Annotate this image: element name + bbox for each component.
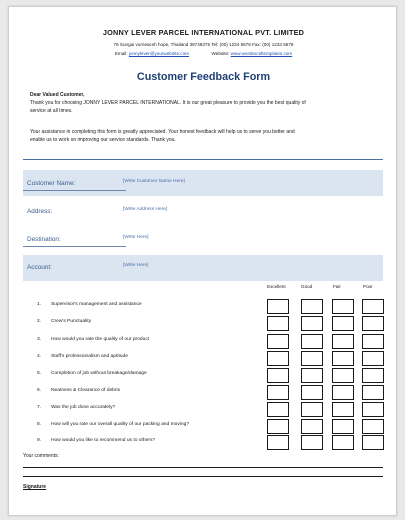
- rating-box-q6-poor[interactable]: [362, 385, 384, 400]
- assist-line-2: enable us to work on improving our service standards. Thank you.: [30, 137, 176, 143]
- customer-name-label: Customer Name:: [27, 180, 76, 187]
- form-title: Customer Feedback Form: [136, 71, 271, 83]
- address-label: Address:: [27, 208, 53, 215]
- section-divider: [23, 159, 383, 160]
- customer-name-underline: [23, 190, 126, 191]
- assist-line-1: Your assistance in completing this form is greatly appreciated. Your honest feedback will help us to serve you better and: [30, 129, 295, 135]
- address-field[interactable]: [Write Address Here]: [123, 207, 168, 212]
- rating-box-q6-good[interactable]: [301, 385, 323, 400]
- rating-box-q2-excellent[interactable]: [267, 316, 289, 331]
- rating-box-q1-poor[interactable]: [362, 299, 384, 314]
- rating-box-q7-poor[interactable]: [362, 402, 384, 417]
- account-band: [23, 255, 383, 281]
- rating-box-q4-good[interactable]: [301, 351, 323, 366]
- account-label: Account:: [27, 264, 52, 271]
- customer-name-band: [23, 170, 383, 196]
- question-8: 8. How will you rate our overall quality of our packing and moving?: [37, 422, 190, 427]
- rating-box-q2-good[interactable]: [301, 316, 323, 331]
- rating-box-q2-poor[interactable]: [362, 316, 384, 331]
- rating-box-q7-excellent[interactable]: [267, 402, 289, 417]
- website-link[interactable]: www.wordexceltemplates.com: [230, 51, 293, 56]
- account-field[interactable]: [Write Here]: [123, 263, 149, 268]
- rating-box-q8-poor[interactable]: [362, 419, 384, 434]
- comment-line-2[interactable]: [23, 476, 383, 477]
- signature-label[interactable]: Signature: [23, 484, 47, 490]
- question-4: 4. Staff's professionalism and aptitude: [37, 354, 128, 359]
- rating-box-q6-excellent[interactable]: [267, 385, 289, 400]
- rating-box-q7-good[interactable]: [301, 402, 323, 417]
- rating-box-q4-poor[interactable]: [362, 351, 384, 366]
- question-5: 5. Completion of job without breakage/damage: [37, 371, 147, 376]
- rating-box-q8-good[interactable]: [301, 419, 323, 434]
- destination-field[interactable]: [Write Here]: [123, 235, 149, 240]
- greeting: Dear Valued Customer,: [30, 92, 85, 98]
- question-3: 3. How would you rate the quality of our product: [37, 337, 150, 342]
- intro-line-2: service at all times.: [30, 108, 73, 114]
- destination-label: Destination:: [27, 236, 61, 243]
- intro-line-1: Thank you for choosing JONNY LEVER PARCEL INTERNATIONAL. It is our great pleasure to provide you the best quality of: [30, 100, 306, 106]
- rating-box-q3-excellent[interactable]: [267, 334, 289, 349]
- rating-box-q9-excellent[interactable]: [267, 435, 289, 450]
- rating-box-q1-fair[interactable]: [332, 299, 354, 314]
- rating-box-q5-fair[interactable]: [332, 368, 354, 383]
- rating-box-q6-fair[interactable]: [332, 385, 354, 400]
- rating-box-q5-good[interactable]: [301, 368, 323, 383]
- rating-box-q8-fair[interactable]: [332, 419, 354, 434]
- rating-box-q5-poor[interactable]: [362, 368, 384, 383]
- rating-box-q3-fair[interactable]: [332, 334, 354, 349]
- rating-box-q2-fair[interactable]: [332, 316, 354, 331]
- rating-box-q1-excellent[interactable]: [267, 299, 289, 314]
- email-label: Email:: [114, 51, 128, 56]
- rating-box-q3-good[interactable]: [301, 334, 323, 349]
- col-poor: Poor: [363, 284, 373, 289]
- company-address: 76 Sungai vorneacsh hope, Thailand 38748375 Tel: (00) 1234 5678 Fax: (00) 1234 5678: [113, 42, 294, 47]
- rating-box-q9-fair[interactable]: [332, 435, 354, 450]
- rating-box-q8-excellent[interactable]: [267, 419, 289, 434]
- rating-box-q1-good[interactable]: [301, 299, 323, 314]
- comments-label: Your comments:: [23, 453, 59, 459]
- col-excellent: Excellent: [267, 284, 286, 289]
- email-link[interactable]: jonnylever@yourwebsite.com: [128, 51, 189, 56]
- rating-box-q4-fair[interactable]: [332, 351, 354, 366]
- rating-box-q9-good[interactable]: [301, 435, 323, 450]
- rating-box-q4-excellent[interactable]: [267, 351, 289, 366]
- destination-underline: [23, 246, 126, 247]
- col-fair: Fair: [333, 284, 341, 289]
- rating-box-q9-poor[interactable]: [362, 435, 384, 450]
- question-9: 9. How would you like to recommend us to others?: [37, 438, 156, 443]
- website-label: Website:: [211, 51, 230, 56]
- question-6: 6. Neatness & Clearance of debris: [37, 388, 121, 393]
- customer-name-field[interactable]: [Write Customer Name Here]: [123, 179, 185, 184]
- col-good: Good: [301, 284, 313, 289]
- company-name: JONNY LEVER PARCEL INTERNATIONAL PVT. LIMITED: [102, 28, 305, 37]
- question-1: 1. Supervisor's management and assistance: [37, 302, 142, 307]
- rating-box-q3-poor[interactable]: [362, 334, 384, 349]
- question-2: 2. Crew's Punctuality: [37, 319, 92, 324]
- feedback-form-page: [8, 6, 397, 516]
- rating-box-q7-fair[interactable]: [332, 402, 354, 417]
- question-7: 7. Was the job done accurately?: [37, 405, 116, 410]
- rating-box-q5-excellent[interactable]: [267, 368, 289, 383]
- comment-line-1[interactable]: [23, 467, 383, 468]
- company-contact: [9, 51, 398, 56]
